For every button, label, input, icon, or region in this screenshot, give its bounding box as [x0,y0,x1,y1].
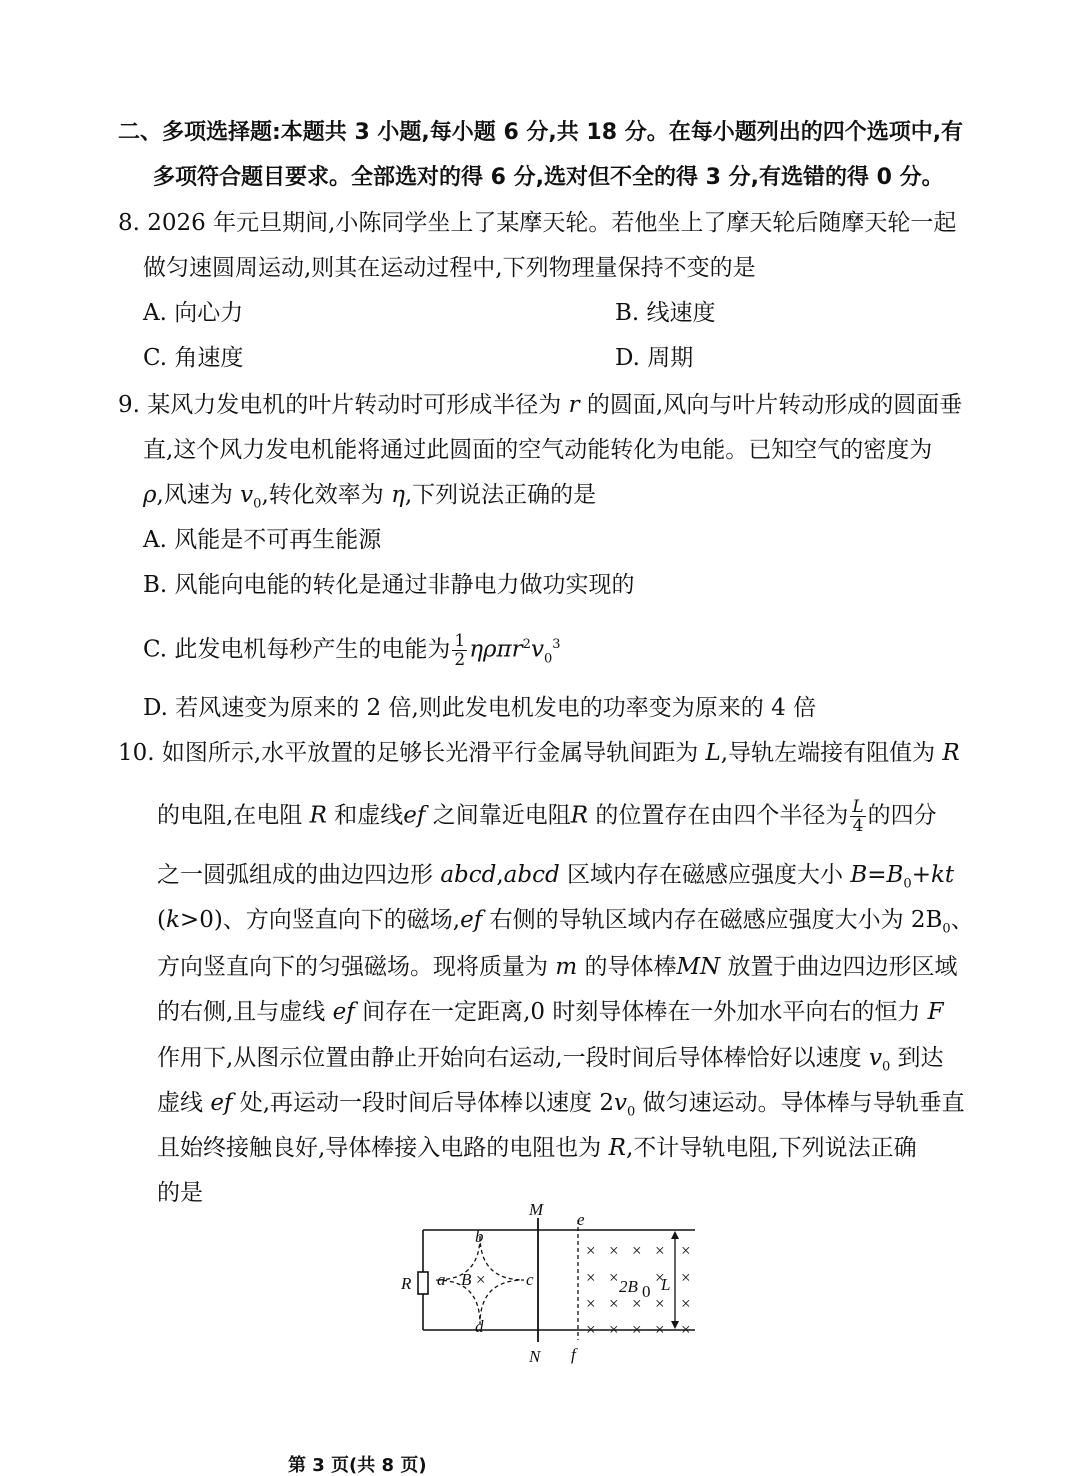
q9-text3a: ,风速为 [156,482,233,508]
q9-sub-0: 0 [253,496,262,512]
q10-text4a: ( [157,907,166,933]
q10-text5a: 方向竖直向下的匀强磁场。现将质量为 [157,954,548,980]
q9-option-c-expr: ηρπr [469,636,523,663]
q10-line10 [157,1178,203,1208]
q9-option-a-text: A. 风能是不可再生能源 [143,527,382,553]
q10-var-R1: R [942,740,960,766]
q10-fraction [850,798,865,835]
cross-mark: × [681,1268,691,1287]
section-heading-text2: 多项符合题目要求。全部选对的得 6 分,选对但不全的得 3 分,有选错的得 0 分。 [153,165,944,190]
cross-mark: × [586,1268,596,1287]
label-f: f [571,1345,576,1364]
q10-text2e: 的四分 [867,802,937,829]
q10-sub-0b: 0 [942,921,951,937]
q10-var-k: k [165,907,180,933]
cross-mark: × [632,1294,642,1313]
q10-var-m: m [555,954,578,980]
q10-var-ef3: ef [332,999,355,1025]
q10-sub-0c: 0 [881,1059,891,1075]
q9-sup-2: 2 [522,637,531,652]
cross-mark: × [609,1241,619,1260]
q10-line8 [157,1088,965,1128]
q8-stem-text2: 做匀速圆周运动,则其在运动过程中,下列物理量保持不变的是 [143,255,756,281]
q10-line1 [118,738,960,768]
q10-expr-kt: +kt [911,862,955,888]
label-M: M [529,1200,544,1219]
q10-line7 [157,1043,944,1083]
q8-option-a [143,298,243,328]
q10-line6 [157,997,944,1027]
cross-mark: × [655,1294,665,1313]
section-heading-line1 [118,118,963,148]
q10-var-ef2: ef [460,907,483,933]
q9-option-b-text: B. 风能向电能的转化是通过非静电力做功实现的 [143,572,635,598]
arrow-head-top [671,1231,679,1239]
cross-mark: × [681,1241,691,1260]
cross-mark: × [586,1241,596,1260]
cross-mark: × [655,1241,665,1260]
q10-text6b: 间存在一定距离,0 时刻导体棒在一外加水平向右的恒力 [362,999,921,1025]
page-footer: 第 3 页(共 8 页) [288,1455,427,1476]
q10-var-R4: R [608,1135,626,1161]
q10-sub-0d: 0 [627,1104,636,1120]
q10-text9a: 且始终接触良好,导体棒接入电路的电阻也为 [157,1135,602,1161]
label-R: R [401,1274,412,1293]
q10-text6a: 的右侧,且与虚线 [157,999,326,1025]
label-2B0-sub: 0 [642,1282,651,1301]
arrow-head-bottom [671,1321,679,1329]
label-d: d [475,1317,484,1336]
q8-option-d [615,343,693,373]
q10-var-R3: R [570,802,589,829]
q10-var-MN: MN [676,954,721,980]
q9-frac-den: 2 [454,650,466,671]
q10-var-ef4: ef [210,1090,233,1116]
cross-mark: × [632,1320,642,1339]
cross-mark: × [681,1294,691,1313]
q10-text5c: 放置于曲边四边形区域 [727,954,958,980]
q10-text4d: 、 [950,907,974,933]
q9-text1a: 9. 某风力发电机的叶片转动时可形成半径为 [118,392,562,418]
q9-sup-3: 3 [552,637,561,652]
q10-frac-den: 4 [852,816,864,836]
q9-var-r: r [568,392,580,418]
q10-text2c: 之间靠近电阻 [432,802,571,829]
q9-option-c [143,630,561,674]
q10-text4c: 右侧的导轨区域内存在磁感应强度大小为 2B [489,907,943,933]
cross-mark: × [655,1268,665,1287]
cross-mark: × [609,1294,619,1313]
q10-text2a: 的电阻,在电阻 [157,802,303,829]
q10-text3b: 区域内存在磁感应强度大小 [567,862,844,888]
q10-text8c: 做匀速运动。导体棒与导轨垂直 [642,1090,965,1116]
q9-var-rho: ρ [143,482,157,508]
label-N: N [529,1347,541,1366]
q10-text2b: 和虚线 [334,802,404,829]
section-heading-line2 [153,163,944,193]
q10-line4 [157,905,974,945]
resistor [418,1272,428,1294]
q9-frac-num: 1 [454,631,466,652]
q8-option-c-text: C. 角速度 [143,345,244,371]
q10-text4b: >0)、方向竖直向下的磁场, [179,907,461,933]
q9-option-d-text: D. 若风速变为原来的 2 倍,则此发电机发电的功率变为原来的 4 倍 [143,695,817,721]
section-heading-text1: 二、多项选择题:本题共 3 小题,每小题 6 分,共 18 分。在每小题列出的四个选项中,有 [118,120,964,145]
q10-text5b: 的导体棒 [584,954,677,980]
q10-text2d: 的位置存在由四个半径为 [595,802,849,829]
q8-stem-text1: 8. 2026 年元旦期间,小陈同学坐上了某摩天轮。若他坐上了摩天轮后随摩天轮一起 [118,210,957,236]
cross-mark: × [586,1294,596,1313]
q9-option-c-v: v [530,636,544,663]
q8-stem-line1 [118,208,956,238]
q9-var-v: v [240,482,254,508]
q8-option-d-text: D. 周期 [615,345,694,371]
q10-var-v1: v [868,1045,882,1071]
q10-comma: , [496,862,504,888]
q9-stem-line3 [143,480,596,520]
cross-mark: × [609,1268,619,1287]
q10-text3a: 之一圆弧组成的曲边四边形 [157,862,433,888]
q10-text7b: 到达 [897,1045,944,1071]
q10-var-ef1: ef [403,802,426,829]
q10-var-F: F [927,999,944,1025]
label-B: B [461,1270,472,1289]
q9-option-c-text: C. 此发电机每秒产生的电能为 [143,636,451,663]
q9-text3b: ,转化效率为 [261,482,384,508]
q10-var-abcd1: abcd [440,862,497,888]
cross-mark: × [609,1320,619,1339]
cross-mark: × [586,1320,596,1339]
q9-option-d [143,693,816,723]
q9-text1b: 的圆面,风向与叶片转动形成的圆面垂 [586,392,963,418]
q10-line3 [157,860,954,900]
q10-text10: 的是 [157,1180,203,1206]
label-e: e [577,1210,585,1229]
label-b: b [475,1227,484,1246]
q9-text3c: ,下列说法正确的是 [404,482,597,508]
cross-mark: × [632,1241,642,1260]
q10-sub-0a: 0 [903,876,912,892]
q9-option-c-sub: 0 [543,651,553,667]
q10-line9 [157,1133,917,1163]
cross-mark-center: × [476,1270,486,1289]
q9-text2: 直,这个风力发电机能将通过此圆面的空气动能转化为电能。已知空气的密度为 [143,437,933,463]
label-c: c [526,1270,534,1289]
q10-text7a: 作用下,从图示位置由静止开始向右运动,一段时间后导体棒恰好以速度 [157,1045,862,1071]
q10-text9b: ,不计导轨电阻,下列说法正确 [625,1135,917,1161]
q8-option-c [143,343,243,373]
cross-mark: × [655,1320,665,1339]
q9-option-b [143,570,635,600]
q9-stem-line1 [118,390,962,420]
q8-option-b [615,298,716,328]
q10-var-abcd2: abcd [503,862,560,888]
q10-var-R2: R [309,802,327,829]
q10-text1b: ,导轨左端接有阻值为 [720,740,936,766]
q10-text8a: 虚线 [157,1090,203,1116]
cross-mark: × [681,1320,691,1339]
q10-frac-num: L [852,797,864,817]
q8-option-b-text: B. 线速度 [615,300,716,326]
q9-option-a [143,525,381,555]
q10-var-v2: v [614,1090,628,1116]
q9-var-eta: η [391,482,405,508]
q10-text1a: 10. 如图所示,水平放置的足够长光滑平行金属导轨间距为 [118,740,699,766]
q10-var-L: L [705,740,721,766]
q9-stem-line2 [143,435,932,465]
q8-option-a-text: A. 向心力 [143,300,244,326]
label-2B0: 2B [619,1277,638,1296]
q10-line2 [157,798,937,835]
q10-circuit-figure [395,1198,705,1366]
q10-text8b: 处,再运动一段时间后导体棒以速度 2 [239,1090,615,1116]
q10-line5 [157,952,957,982]
q9-fraction [452,632,467,669]
q8-stem-line2 [143,253,756,283]
label-a: a [437,1270,446,1289]
q10-expr-B: B=B [850,862,904,888]
label-L: L [661,1275,671,1294]
